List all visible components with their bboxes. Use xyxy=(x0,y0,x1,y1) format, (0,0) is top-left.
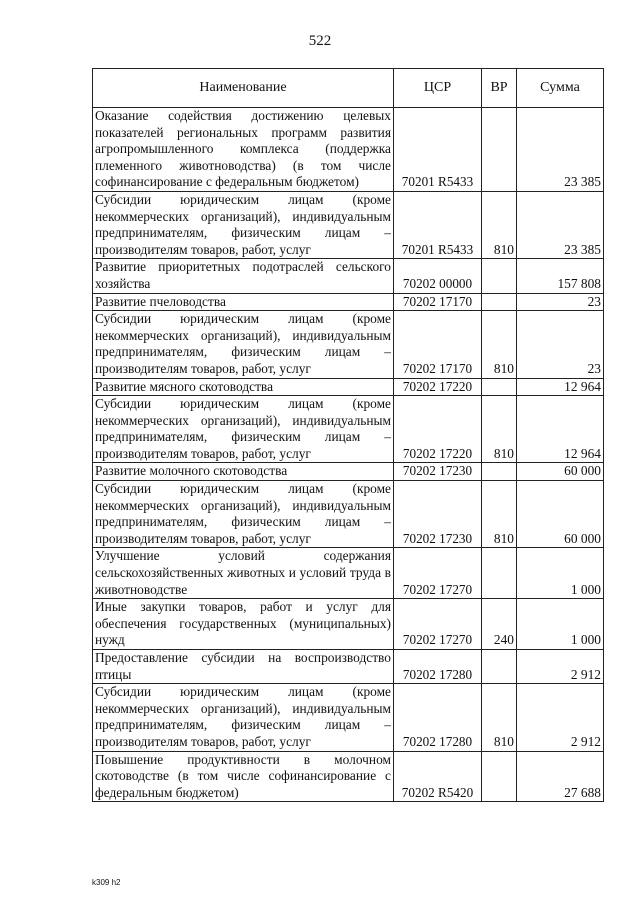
row-vr: 810 xyxy=(482,481,517,548)
table-row xyxy=(93,599,604,650)
row-csr: 70202 17220 xyxy=(394,396,482,463)
row-name: Развитие пчеловодства xyxy=(93,293,394,311)
row-vr xyxy=(482,108,517,192)
row-sum: 157 808 xyxy=(517,259,604,293)
table-row xyxy=(93,191,604,258)
row-csr: 70202 17280 xyxy=(394,650,482,684)
row-csr: 70202 17230 xyxy=(394,481,482,548)
row-vr xyxy=(482,548,517,599)
row-csr: 70202 00000 xyxy=(394,259,482,293)
row-sum: 1 000 xyxy=(517,599,604,650)
header-sum: Сумма xyxy=(517,69,604,108)
row-csr: 70202 17270 xyxy=(394,599,482,650)
row-name: Оказание содействия достижению целевых показателей региональных программ развития агропромышленного комплекса (поддержка племенного животноводства) (в том числе софинансирование с федеральным бюджетом) xyxy=(93,108,394,192)
table-row xyxy=(93,311,604,378)
row-vr: 810 xyxy=(482,396,517,463)
table-row xyxy=(93,378,604,396)
row-csr: 70202 17170 xyxy=(394,293,482,311)
row-csr: 70202 17230 xyxy=(394,463,482,481)
table-row xyxy=(93,108,604,192)
row-vr xyxy=(482,293,517,311)
row-name: Развитие мясного скотоводства xyxy=(93,378,394,396)
row-name: Предоставление субсидии на воспроизводство птицы xyxy=(93,650,394,684)
row-name: Развитие молочного скотоводства xyxy=(93,463,394,481)
row-csr: 70202 17220 xyxy=(394,378,482,396)
header-name: Наименование xyxy=(93,69,394,108)
row-csr: 70201 R5433 xyxy=(394,191,482,258)
table-row xyxy=(93,396,604,463)
row-sum: 27 688 xyxy=(517,751,604,802)
row-csr: 70202 17270 xyxy=(394,548,482,599)
row-vr xyxy=(482,751,517,802)
table-row xyxy=(93,259,604,293)
table-row xyxy=(93,548,604,599)
table-row xyxy=(93,293,604,311)
row-name: Улучшение условий содержания сельскохозяйственных животных и условий труда в животноводстве xyxy=(93,548,394,599)
table-row xyxy=(93,481,604,548)
row-vr: 810 xyxy=(482,311,517,378)
budget-table xyxy=(92,68,604,802)
page-number: 522 xyxy=(308,33,332,49)
row-sum: 2 912 xyxy=(517,684,604,751)
row-vr xyxy=(482,378,517,396)
row-sum: 23 385 xyxy=(517,191,604,258)
header-vr: ВР xyxy=(482,69,517,108)
table-row xyxy=(93,751,604,802)
row-vr xyxy=(482,463,517,481)
row-name: Субсидии юридическим лицам (кроме некоммерческих организаций), индивидуальным предпринимателям, физическим лицам – производителям товаров, работ, услуг xyxy=(93,311,394,378)
row-csr: 70202 17170 xyxy=(394,311,482,378)
row-vr: 240 xyxy=(482,599,517,650)
row-name: Субсидии юридическим лицам (кроме некоммерческих организаций), индивидуальным предпринимателям, физическим лицам – производителям товаров, работ, услуг xyxy=(93,396,394,463)
row-sum: 23 xyxy=(517,311,604,378)
row-sum: 60 000 xyxy=(517,463,604,481)
table-row xyxy=(93,650,604,684)
row-name: Развитие приоритетных подотраслей сельского хозяйства xyxy=(93,259,394,293)
row-vr: 810 xyxy=(482,191,517,258)
row-csr: 70202 R5420 xyxy=(394,751,482,802)
row-name: Субсидии юридическим лицам (кроме некоммерческих организаций), индивидуальным предпринимателям, физическим лицам – производителям товаров, работ, услуг xyxy=(93,684,394,751)
row-vr: 810 xyxy=(482,684,517,751)
row-vr xyxy=(482,650,517,684)
row-name: Субсидии юридическим лицам (кроме некоммерческих организаций), индивидуальным предпринимателям, физическим лицам – производителям товаров, работ, услуг xyxy=(93,191,394,258)
row-name: Иные закупки товаров, работ и услуг для обеспечения государственных (муниципальных) нужд xyxy=(93,599,394,650)
footer-code: k309 h2 xyxy=(92,878,121,887)
row-sum: 60 000 xyxy=(517,481,604,548)
row-sum: 12 964 xyxy=(517,396,604,463)
table-row xyxy=(93,463,604,481)
row-csr: 70202 17280 xyxy=(394,684,482,751)
row-name: Субсидии юридическим лицам (кроме некоммерческих организаций), индивидуальным предпринимателям, физическим лицам – производителям товаров, работ, услуг xyxy=(93,481,394,548)
header-csr: ЦСР xyxy=(394,69,482,108)
row-sum: 2 912 xyxy=(517,650,604,684)
table-row xyxy=(93,684,604,751)
row-sum: 23 385 xyxy=(517,108,604,192)
row-csr: 70201 R5433 xyxy=(394,108,482,192)
row-vr xyxy=(482,259,517,293)
row-name: Повышение продуктивности в молочном скотоводстве (в том числе софинансирование с федеральным бюджетом) xyxy=(93,751,394,802)
table-header-row xyxy=(93,69,604,108)
row-sum: 1 000 xyxy=(517,548,604,599)
row-sum: 23 xyxy=(517,293,604,311)
row-sum: 12 964 xyxy=(517,378,604,396)
